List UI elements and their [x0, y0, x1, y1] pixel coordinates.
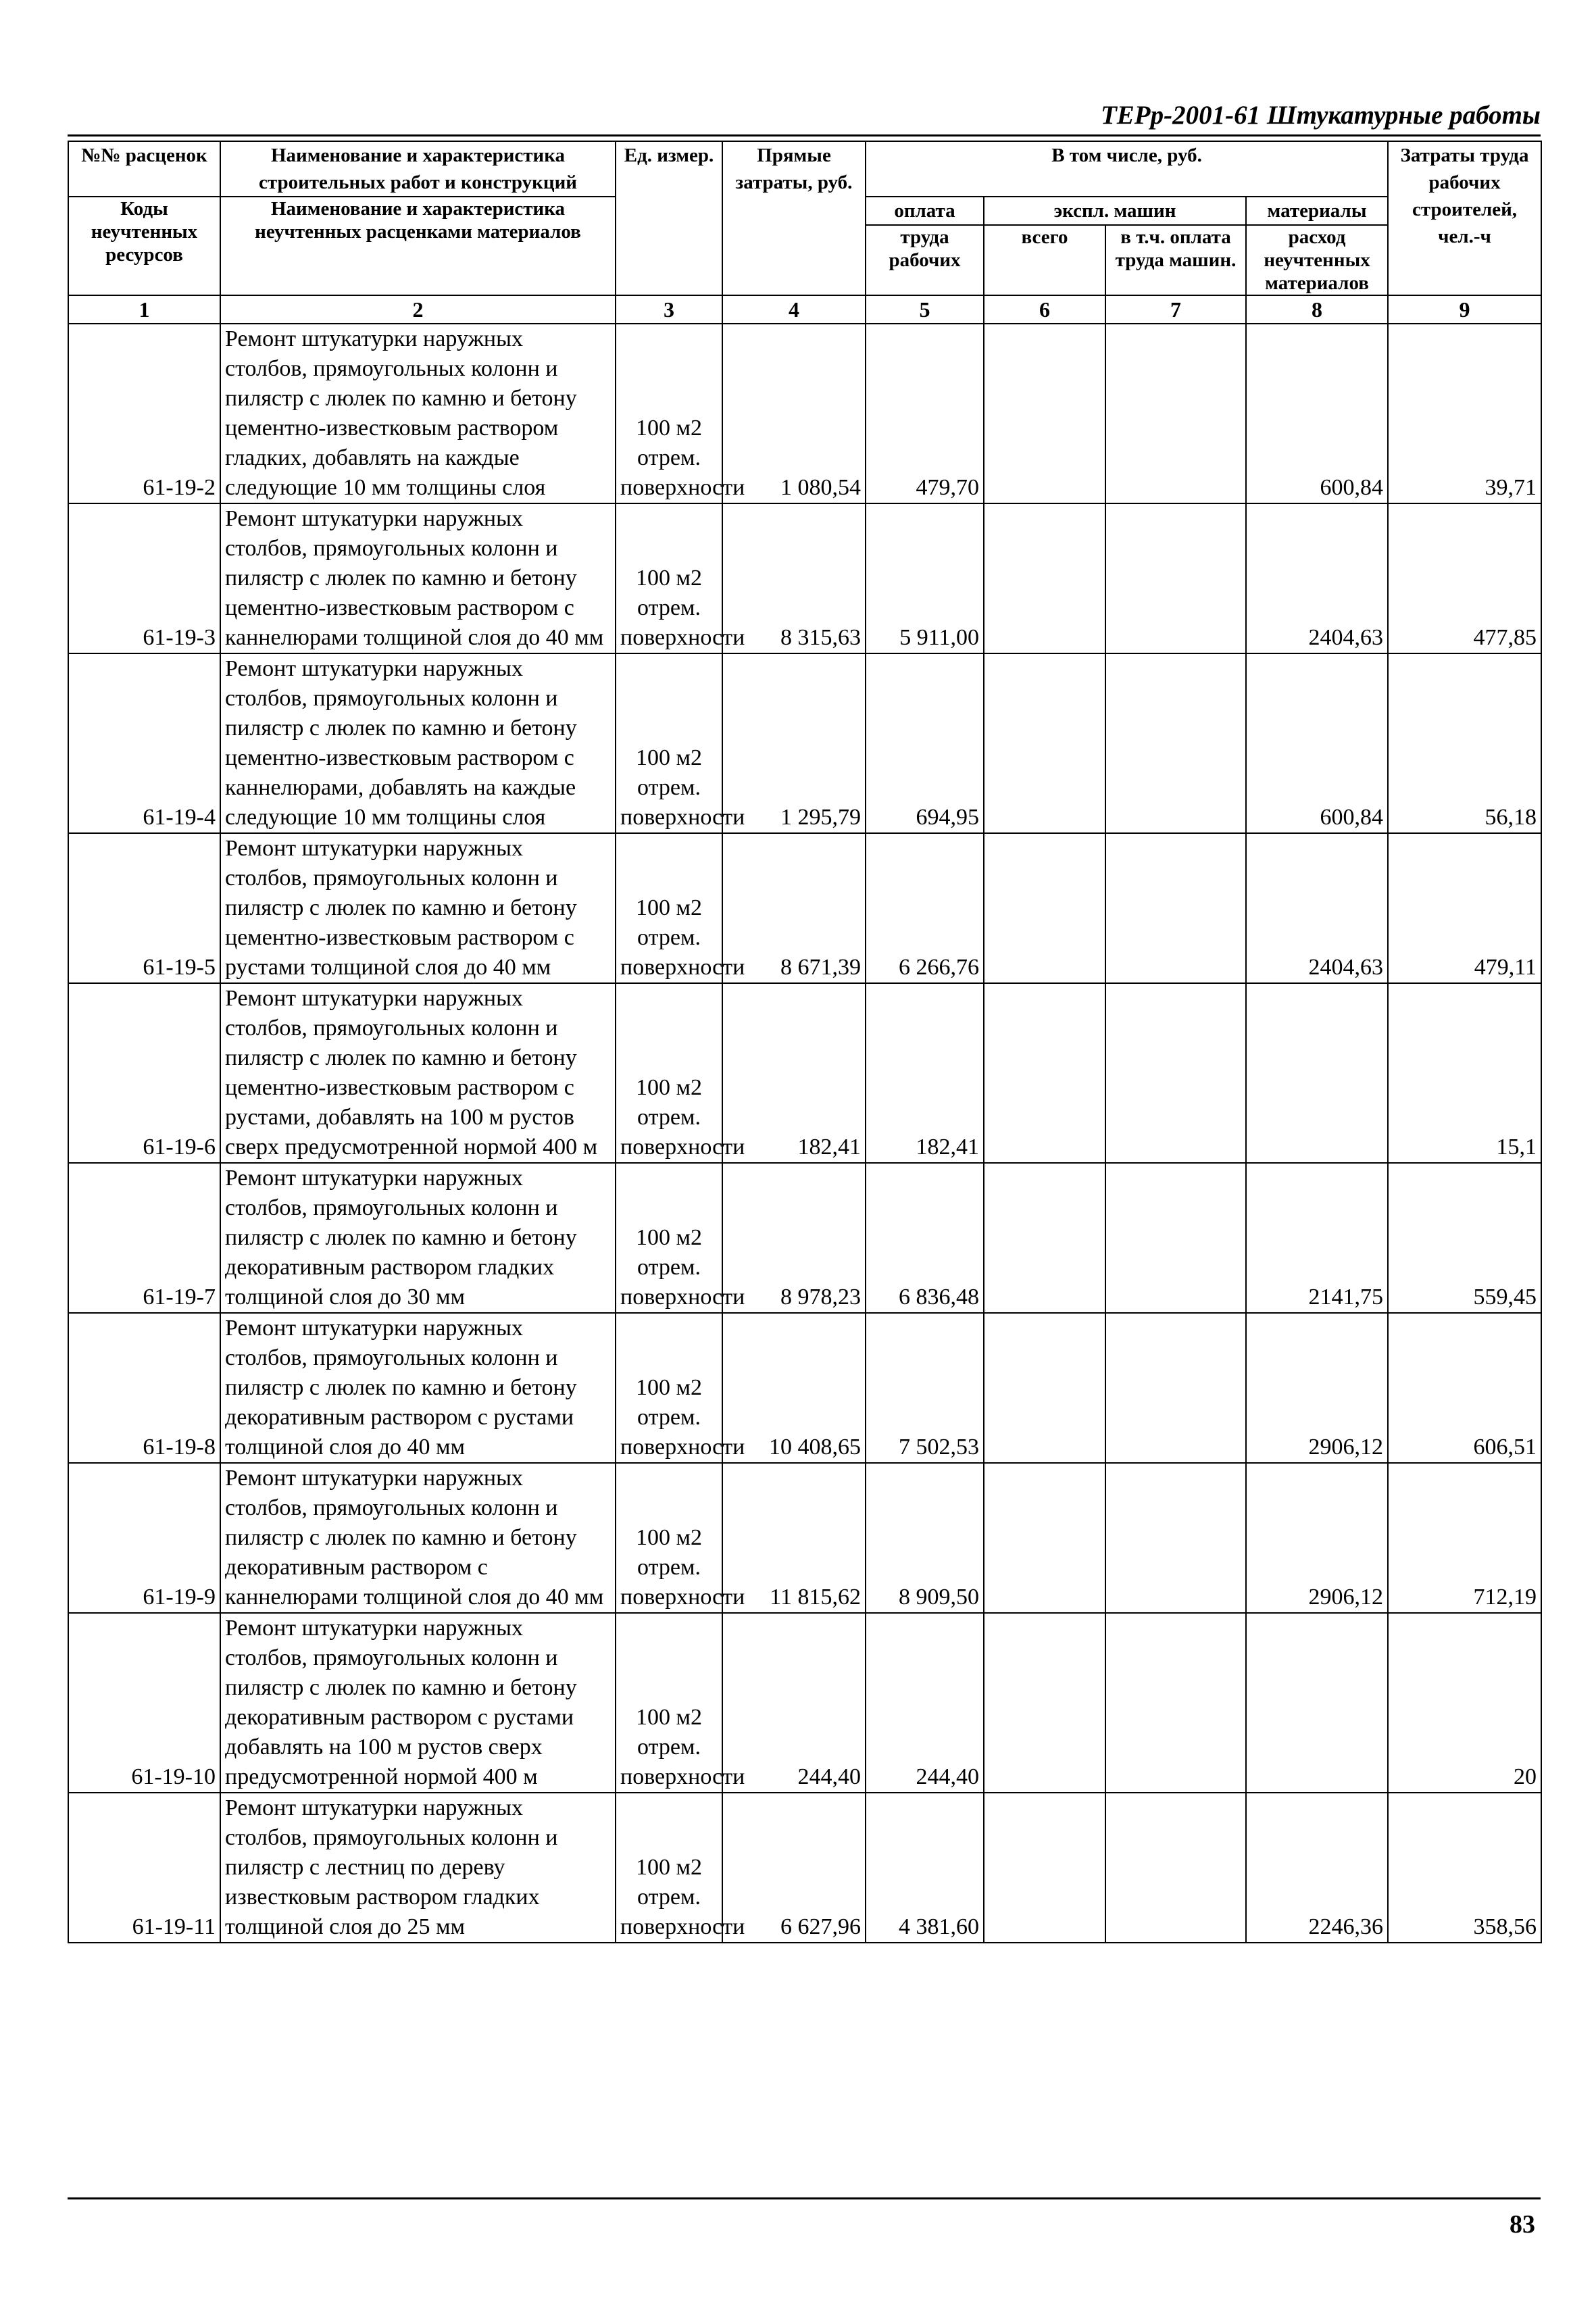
machine-labor-cell — [1105, 1313, 1246, 1463]
materials-cell: 600,84 — [1246, 653, 1388, 833]
direct-costs-cell: 8 671,39 — [722, 833, 866, 983]
footer-rule — [68, 2197, 1541, 2199]
labor-hours-cell: 477,85 — [1388, 503, 1541, 653]
unit-cell: 100 м2 отрем. поверхности — [616, 503, 722, 653]
table-row — [68, 324, 1541, 503]
table-row — [68, 1163, 1541, 1313]
header-direct-costs: Прямые затраты, руб. — [722, 141, 866, 295]
labor-pay-cell: 8 909,50 — [866, 1463, 984, 1613]
header-labor-costs: Затраты труда рабочих строителей, чел.-ч — [1388, 141, 1541, 295]
direct-costs-cell: 10 408,65 — [722, 1313, 866, 1463]
work-description: Ремонт штукатурки наружных столбов, прямоугольных колонн и пилястр с люлек по камню и бетону цементно-известковым раствором с каннелюрами толщиной слоя до 40 мм — [220, 503, 616, 653]
materials-cell: 2404,63 — [1246, 503, 1388, 653]
machine-labor-cell — [1105, 983, 1246, 1163]
materials-cell: 2246,36 — [1246, 1793, 1388, 1943]
rates-table — [68, 141, 1542, 1943]
machine-total-cell — [984, 1163, 1105, 1313]
work-description: Ремонт штукатурки наружных столбов, прямоугольных колонн и пилястр с люлек по камню и бетону декоративным раствором с каннелюрами толщиной слоя до 40 мм — [220, 1463, 616, 1613]
labor-hours-cell: 15,1 — [1388, 983, 1541, 1163]
column-number: 7 — [1105, 295, 1246, 324]
labor-hours-cell: 606,51 — [1388, 1313, 1541, 1463]
header-labor-pay-workers: труда рабочих — [866, 225, 984, 295]
machine-total-cell — [984, 1793, 1105, 1943]
machine-total-cell — [984, 1463, 1105, 1613]
rate-code: 61-19-6 — [68, 983, 220, 1163]
labor-hours-cell: 358,56 — [1388, 1793, 1541, 1943]
work-description: Ремонт штукатурки наружных столбов, прямоугольных колонн и пилястр с люлек по камню и бетону цементно-известковым раствором с рустами, добавлять на 100 м рустов сверх предусмотренной нормой 400 м — [220, 983, 616, 1163]
labor-pay-cell: 479,70 — [866, 324, 984, 503]
header-materials: материалы — [1246, 197, 1388, 225]
machine-labor-cell — [1105, 833, 1246, 983]
table-row — [68, 1793, 1541, 1943]
labor-pay-cell: 244,40 — [866, 1613, 984, 1793]
work-description: Ремонт штукатурки наружных столбов, прямоугольных колонн и пилястр с лестниц по дереву известковым раствором гладких толщиной слоя до 25 мм — [220, 1793, 616, 1943]
unit-cell: 100 м2 отрем. поверхности — [616, 1613, 722, 1793]
materials-cell — [1246, 1613, 1388, 1793]
header-machine-labor: в т.ч. оплата труда машин. — [1105, 225, 1246, 295]
labor-pay-cell: 4 381,60 — [866, 1793, 984, 1943]
header-machine-operation: экспл. машин — [984, 197, 1246, 225]
machine-total-cell — [984, 983, 1105, 1163]
materials-cell: 2141,75 — [1246, 1163, 1388, 1313]
labor-hours-cell: 559,45 — [1388, 1163, 1541, 1313]
rate-code: 61-19-8 — [68, 1313, 220, 1463]
labor-hours-cell: 56,18 — [1388, 653, 1541, 833]
column-number: 1 — [68, 295, 220, 324]
unit-cell: 100 м2 отрем. поверхности — [616, 1463, 722, 1613]
table-row — [68, 1463, 1541, 1613]
materials-cell — [1246, 983, 1388, 1163]
work-description: Ремонт штукатурки наружных столбов, прямоугольных колонн и пилястр с люлек по камню и бетону цементно-известковым раствором гладких, добавлять на каждые следующие 10 мм толщины слоя — [220, 324, 616, 503]
rate-code: 61-19-10 — [68, 1613, 220, 1793]
direct-costs-cell: 8 978,23 — [722, 1163, 866, 1313]
unit-cell: 100 м2 отрем. поверхности — [616, 1793, 722, 1943]
unit-cell: 100 м2 отрем. поверхности — [616, 1163, 722, 1313]
rate-code: 61-19-5 — [68, 833, 220, 983]
labor-pay-cell: 5 911,00 — [866, 503, 984, 653]
table-row — [68, 1613, 1541, 1793]
column-number: 8 — [1246, 295, 1388, 324]
labor-hours-cell: 39,71 — [1388, 324, 1541, 503]
labor-hours-cell: 479,11 — [1388, 833, 1541, 983]
unit-cell: 100 м2 отрем. поверхности — [616, 1313, 722, 1463]
column-number-row — [68, 295, 1541, 324]
machine-total-cell — [984, 503, 1105, 653]
materials-cell: 2906,12 — [1246, 1463, 1388, 1613]
rate-code: 61-19-2 — [68, 324, 220, 503]
header-labor-pay: оплата — [866, 197, 984, 225]
direct-costs-cell: 182,41 — [722, 983, 866, 1163]
header-machine-total: всего — [984, 225, 1105, 295]
header-material-name: Наименование и характеристика неучтенных расценками материалов — [220, 197, 616, 295]
header-resource-codes: Коды неучтенных ресурсов — [68, 197, 220, 295]
machine-labor-cell — [1105, 1463, 1246, 1613]
labor-hours-cell: 712,19 — [1388, 1463, 1541, 1613]
machine-total-cell — [984, 653, 1105, 833]
machine-total-cell — [984, 324, 1105, 503]
machine-labor-cell — [1105, 503, 1246, 653]
header-rate-number: №№ расценок — [68, 141, 220, 197]
labor-pay-cell: 6 266,76 — [866, 833, 984, 983]
direct-costs-cell: 1 295,79 — [722, 653, 866, 833]
direct-costs-cell: 11 815,62 — [722, 1463, 866, 1613]
header-row-1 — [68, 141, 1541, 197]
table-row — [68, 833, 1541, 983]
machine-labor-cell — [1105, 1793, 1246, 1943]
direct-costs-cell: 1 080,54 — [722, 324, 866, 503]
table-row — [68, 1313, 1541, 1463]
work-description: Ремонт штукатурки наружных столбов, прямоугольных колонн и пилястр с люлек по камню и бетону декоративным раствором с рустами толщиной слоя до 40 мм — [220, 1313, 616, 1463]
header-work-name: Наименование и характеристика строительных работ и конструкций — [220, 141, 616, 197]
materials-cell: 2906,12 — [1246, 1313, 1388, 1463]
rate-code: 61-19-11 — [68, 1793, 220, 1943]
rate-code: 61-19-7 — [68, 1163, 220, 1313]
unit-cell: 100 м2 отрем. поверхности — [616, 653, 722, 833]
column-number: 3 — [616, 295, 722, 324]
table-row — [68, 653, 1541, 833]
machine-total-cell — [984, 833, 1105, 983]
column-number: 9 — [1388, 295, 1541, 324]
work-description: Ремонт штукатурки наружных столбов, прямоугольных колонн и пилястр с люлек по камню и бетону декоративным раствором с рустами добавлять на 100 м рустов сверх предусмотренной нормой 400 м — [220, 1613, 616, 1793]
column-number: 2 — [220, 295, 616, 324]
unit-cell: 100 м2 отрем. поверхности — [616, 324, 722, 503]
header-materials-consumption: расход неучтенных материалов — [1246, 225, 1388, 295]
machine-total-cell — [984, 1313, 1105, 1463]
rate-code: 61-19-3 — [68, 503, 220, 653]
table-row — [68, 983, 1541, 1163]
materials-cell: 2404,63 — [1246, 833, 1388, 983]
work-description: Ремонт штукатурки наружных столбов, прямоугольных колонн и пилястр с люлек по камню и бетону цементно-известковым раствором с рустами толщиной слоя до 40 мм — [220, 833, 616, 983]
column-number: 4 — [722, 295, 866, 324]
direct-costs-cell: 6 627,96 — [722, 1793, 866, 1943]
direct-costs-cell: 8 315,63 — [722, 503, 866, 653]
work-description: Ремонт штукатурки наружных столбов, прямоугольных колонн и пилястр с люлек по камню и бетону декоративным раствором гладких толщиной слоя до 30 мм — [220, 1163, 616, 1313]
rate-code: 61-19-4 — [68, 653, 220, 833]
unit-cell: 100 м2 отрем. поверхности — [616, 983, 722, 1163]
rate-code: 61-19-9 — [68, 1463, 220, 1613]
direct-costs-cell: 244,40 — [722, 1613, 866, 1793]
labor-pay-cell: 6 836,48 — [866, 1163, 984, 1313]
column-number: 6 — [984, 295, 1105, 324]
labor-hours-cell: 20 — [1388, 1613, 1541, 1793]
machine-labor-cell — [1105, 653, 1246, 833]
table-row — [68, 503, 1541, 653]
header-unit: Ед. измер. — [616, 141, 722, 295]
header-rule — [68, 134, 1541, 136]
labor-pay-cell: 694,95 — [866, 653, 984, 833]
work-description: Ремонт штукатурки наружных столбов, прямоугольных колонн и пилястр с люлек по камню и бетону цементно-известковым раствором с каннелюрами, добавлять на каждые следующие 10 мм толщины слоя — [220, 653, 616, 833]
machine-total-cell — [984, 1613, 1105, 1793]
materials-cell: 600,84 — [1246, 324, 1388, 503]
machine-labor-cell — [1105, 1163, 1246, 1313]
header-including-group: В том числе, руб. — [866, 141, 1388, 197]
machine-labor-cell — [1105, 324, 1246, 503]
unit-cell: 100 м2 отрем. поверхности — [616, 833, 722, 983]
running-header: ТЕРр-2001-61 Штукатурные работы — [1100, 101, 1541, 130]
labor-pay-cell: 7 502,53 — [866, 1313, 984, 1463]
machine-labor-cell — [1105, 1613, 1246, 1793]
page-number: 83 — [1510, 2210, 1535, 2239]
column-number: 5 — [866, 295, 984, 324]
labor-pay-cell: 182,41 — [866, 983, 984, 1163]
